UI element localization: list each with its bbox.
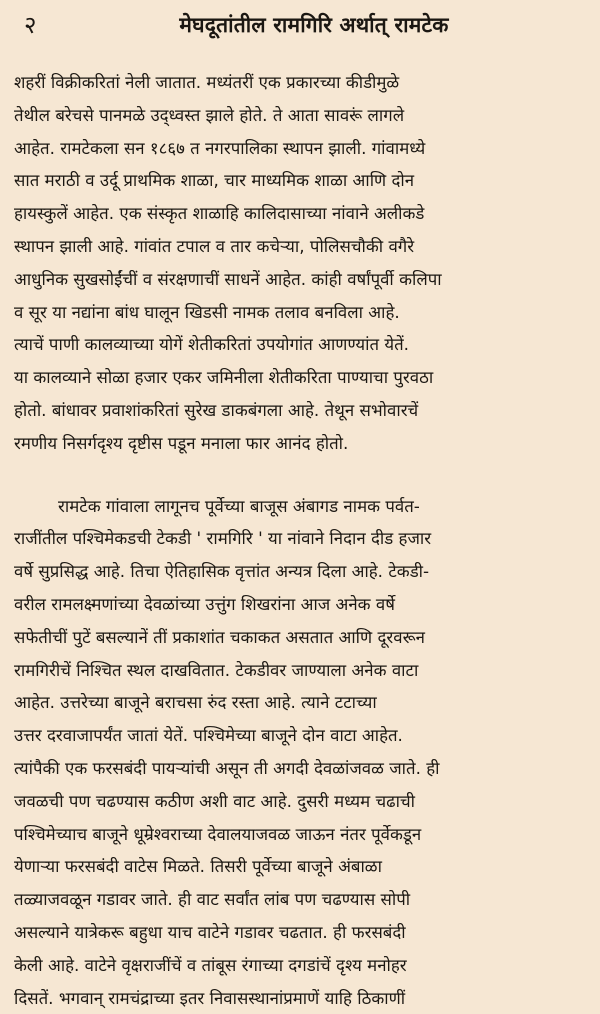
text-line: केली आहे. वाटेने वृक्षराजींचें व तांबूस रंगाच्या दगडांचें दृश्य मनोहर <box>14 954 407 975</box>
page-number: २ <box>24 11 37 39</box>
running-title: मेघदूतांतील रामगिरि अर्थात् रामटेक <box>179 13 449 37</box>
text-line: आहेत. रामटेकला सन १८६७ त नगरपालिका स्थापन झाली. गांवामध्ये <box>14 137 426 158</box>
text-line: होतो. बांधावर प्रवाशांकरितां सुरेख डाकबंगला आहे. तेथून सभोवारचें <box>14 399 419 420</box>
text-line: व सूर या नद्यांना बांध घालून खिडसी नामक तलाव बनविला आहे. <box>14 301 400 322</box>
text-line: पश्चिमेच्याच बाजूने धूम्रेश्वराच्या देवालयाजवळ जाऊन नंतर पूर्वेकडून <box>14 823 422 844</box>
text-line: जवळची पण चढण्यास कठीण अशी वाट आहे. दुसरी मध्यम चढाची <box>14 790 415 811</box>
page-content <box>14 66 588 1014</box>
text-line: राजींतील पश्चिमेकडची टेकडी ' रामगिरि ' या नांवाने निदान दीड हजार <box>14 528 432 549</box>
text-line: स्थापन झाली आहे. गांवांत टपाल व तार कचेऱ्या, पोलिसचौकी वगैरे <box>14 235 415 256</box>
text-line: वरील रामलक्ष्मणांच्या देवळांच्या उत्तुंग शिखरांना आज अनेक वर्षे <box>14 593 395 614</box>
text-line: सात मराठी व उर्दू प्राथमिक शाळा, चार माध्यमिक शाळा आणि दोन <box>14 170 415 191</box>
text-line: या कालव्याने सोळा हजार एकर जमिनीला शेतीकरिता पाण्याचा पुरवठा <box>14 367 434 388</box>
text-line: सफेतीचीं पुटें बसल्यानें तीं प्रकाशांत चकाकत असतात आणि दूरवरून <box>14 626 425 647</box>
text-line: रमणीय निसर्गदृश्य दृष्टीस पडून मनाला फार आनंद होतो. <box>14 432 349 453</box>
paragraph-2 <box>14 490 588 1014</box>
text-line: हायस्कुलें आहेत. एक संस्कृत शाळाहि कालिदासाच्या नांवाने अलीकडे <box>14 203 425 224</box>
text-line: आहेत. उत्तरेच्या बाजूने बराचसा रुंद रस्ता आहे. त्याने टटाच्या <box>14 692 377 713</box>
text-line: वर्षे सुप्रसिद्ध आहे. तिचा ऐतिहासिक वृत्तांत अन्यत्र दिला आहे. टेकडी- <box>14 561 430 582</box>
paragraph-1 <box>14 66 588 460</box>
text-line: रामटेक गांवाला लागूनच पूर्वेच्या बाजूस अंबागड नामक पर्वत- <box>58 495 420 516</box>
text-line: उत्तर दरवाजापर्यंत जातां येतें. पश्चिमेच्या बाजूने दोन वाटा आहेत. <box>14 725 403 746</box>
text-line: रामगिरीचें निश्चित स्थल दाखवितात. टेकडीवर जाण्याला अनेक वाटा <box>14 659 419 680</box>
text-line: दिसतें. भगवान् रामचंद्राच्या इतर निवासस्थानांप्रमाणें याहि ठिकाणीं <box>14 987 406 1008</box>
text-line: त्याचें पाणी कालव्याच्या योगें शेतीकरितां उपयोगांत आणण्यांत येतें. <box>14 334 410 355</box>
text-line: येणाऱ्या फरसबंदी वाटेस मिळते. तिसरी पूर्वेच्या बाजूने अंबाळा <box>14 856 382 877</box>
text-line: त्यांपैकी एक फरसबंदी पायऱ्यांची असून ती अगदी देवळांजवळ जाते. ही <box>14 757 440 778</box>
text-line: शहरीं विक्रीकरितां नेली जातात. मध्यंतरीं एक प्रकारच्या कीडीमुळे <box>14 72 400 92</box>
text-line: आधुनिक सुखसोईंचीं व संरक्षणाचीं साधनें आहेत. कांही वर्षांपूर्वी कलिपा <box>14 268 442 289</box>
text-line: तेथील बरेचसे पानमळे उद्ध्वस्त झाले होते. ते आता सावरूं लागले <box>14 104 405 125</box>
text-line: असल्याने यात्रेकरू बहुधा याच वाटेने गडावर चढतात. ही फरसबंदी <box>14 921 406 942</box>
page-header <box>14 8 588 42</box>
text-line: तळ्याजवळून गडावर जाते. ही वाट सर्वांत लांब पण चढण्यास सोपी <box>14 889 411 910</box>
